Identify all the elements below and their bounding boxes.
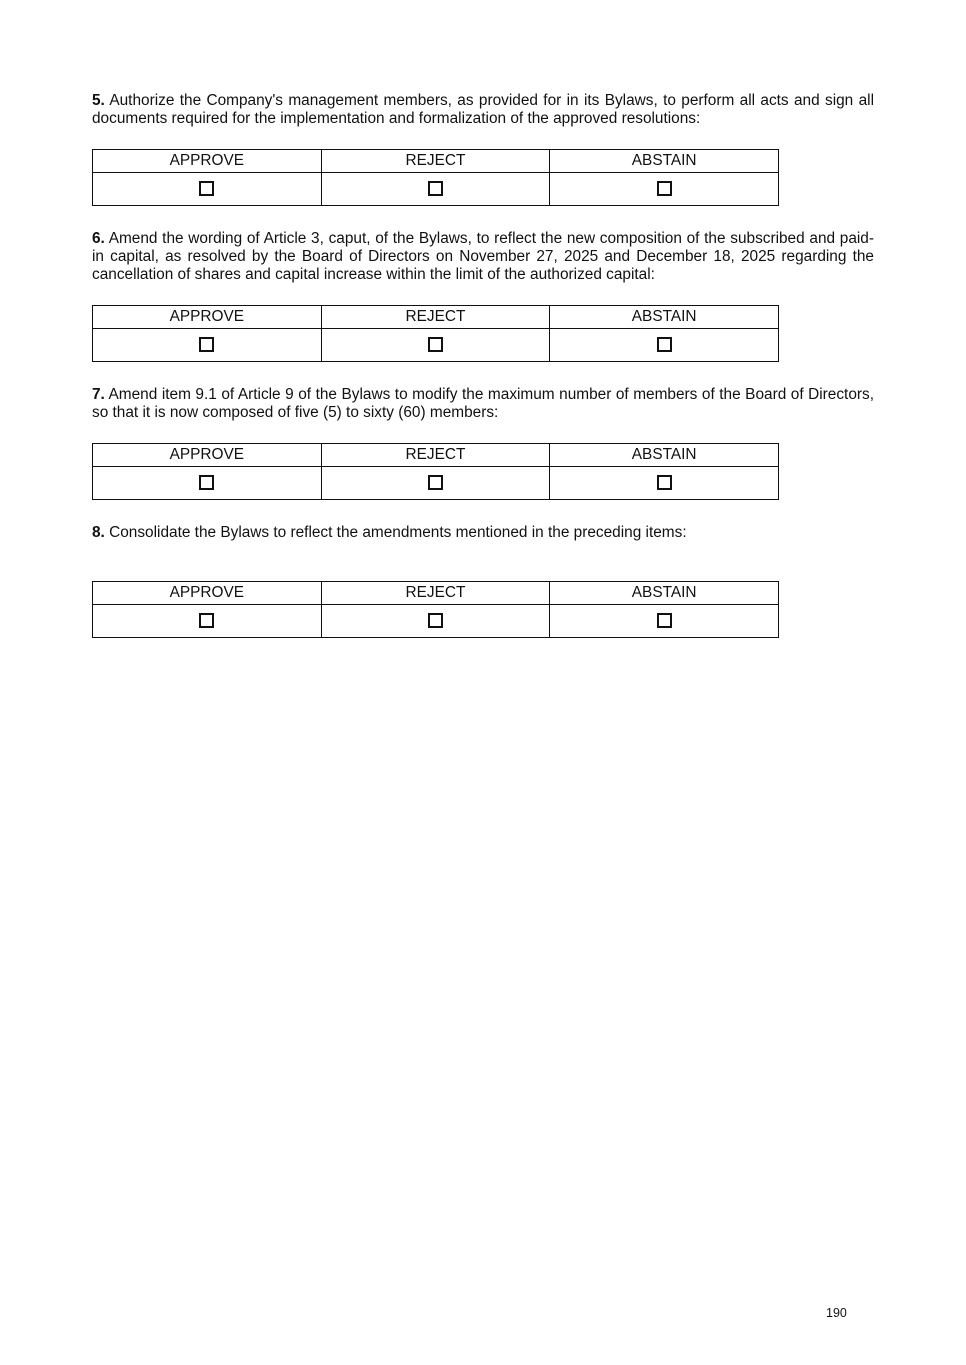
- resolution-item-5: [92, 92, 874, 128]
- reject-cell-8: [321, 605, 550, 638]
- vote-table-6: [92, 305, 779, 362]
- abstain-label-6: ABSTAIN: [550, 306, 779, 329]
- approve-checkbox-8[interactable]: [199, 613, 214, 628]
- reject-checkbox-7[interactable]: [428, 475, 443, 490]
- reject-cell-7: [321, 467, 550, 500]
- reject-checkbox-6[interactable]: [428, 337, 443, 352]
- reject-checkbox-8[interactable]: [428, 613, 443, 628]
- vote-table-8: [92, 581, 779, 638]
- reject-label-5: REJECT: [321, 150, 550, 173]
- approve-label-7: APPROVE: [93, 444, 322, 467]
- reject-checkbox-5[interactable]: [428, 181, 443, 196]
- abstain-cell-7: [550, 467, 779, 500]
- resolution-description-7: Amend item 9.1 of Article 9 of the Bylaws to modify the maximum number of members of the Board of Directors, so that it is now composed of five (5) to sixty (60) members:: [92, 386, 874, 421]
- abstain-checkbox-6[interactable]: [657, 337, 672, 352]
- reject-label-7: REJECT: [321, 444, 550, 467]
- approve-cell-5: [93, 173, 322, 206]
- approve-cell-8: [93, 605, 322, 638]
- approve-label-6: APPROVE: [93, 306, 322, 329]
- approve-cell-7: [93, 467, 322, 500]
- resolution-description-6: Amend the wording of Article 3, caput, of the Bylaws, to reflect the new composition of the subscribed and paid-in capital, as resolved by the Board of Directors on November 27, 2025 and December 18, 2025 regarding the cancellation of shares and capital increase within the limit of the authorized capital:: [92, 230, 874, 283]
- reject-label-8: REJECT: [321, 582, 550, 605]
- page-number: 190: [826, 1306, 847, 1320]
- resolution-number-6: 6.: [92, 230, 105, 247]
- abstain-label-7: ABSTAIN: [550, 444, 779, 467]
- vote-table-5: [92, 149, 779, 206]
- resolution-item-8: [92, 524, 874, 542]
- abstain-label-8: ABSTAIN: [550, 582, 779, 605]
- abstain-cell-6: [550, 329, 779, 362]
- resolution-text-8: [92, 524, 874, 542]
- abstain-cell-5: [550, 173, 779, 206]
- reject-cell-5: [321, 173, 550, 206]
- approve-cell-6: [93, 329, 322, 362]
- reject-cell-6: [321, 329, 550, 362]
- approve-label-8: APPROVE: [93, 582, 322, 605]
- approve-checkbox-6[interactable]: [199, 337, 214, 352]
- approve-label-5: APPROVE: [93, 150, 322, 173]
- resolution-text-6: [92, 230, 874, 284]
- resolution-text-5: [92, 92, 874, 128]
- vote-table-7: [92, 443, 779, 500]
- abstain-checkbox-7[interactable]: [657, 475, 672, 490]
- approve-checkbox-5[interactable]: [199, 181, 214, 196]
- resolution-item-7: [92, 386, 874, 422]
- abstain-label-5: ABSTAIN: [550, 150, 779, 173]
- abstain-checkbox-5[interactable]: [657, 181, 672, 196]
- abstain-checkbox-8[interactable]: [657, 613, 672, 628]
- resolution-description-8: Consolidate the Bylaws to reflect the amendments mentioned in the preceding items:: [109, 524, 687, 541]
- resolution-number-5: 5.: [92, 92, 105, 109]
- resolution-number-7: 7.: [92, 386, 105, 403]
- approve-checkbox-7[interactable]: [199, 475, 214, 490]
- resolution-item-6: [92, 230, 874, 284]
- reject-label-6: REJECT: [321, 306, 550, 329]
- resolution-description-5: Authorize the Company's management members, as provided for in its Bylaws, to perform all acts and sign all documents required for the implementation and formalization of the approved resolutions:: [92, 92, 874, 127]
- resolution-text-7: [92, 386, 874, 422]
- abstain-cell-8: [550, 605, 779, 638]
- resolution-number-8: 8.: [92, 524, 105, 541]
